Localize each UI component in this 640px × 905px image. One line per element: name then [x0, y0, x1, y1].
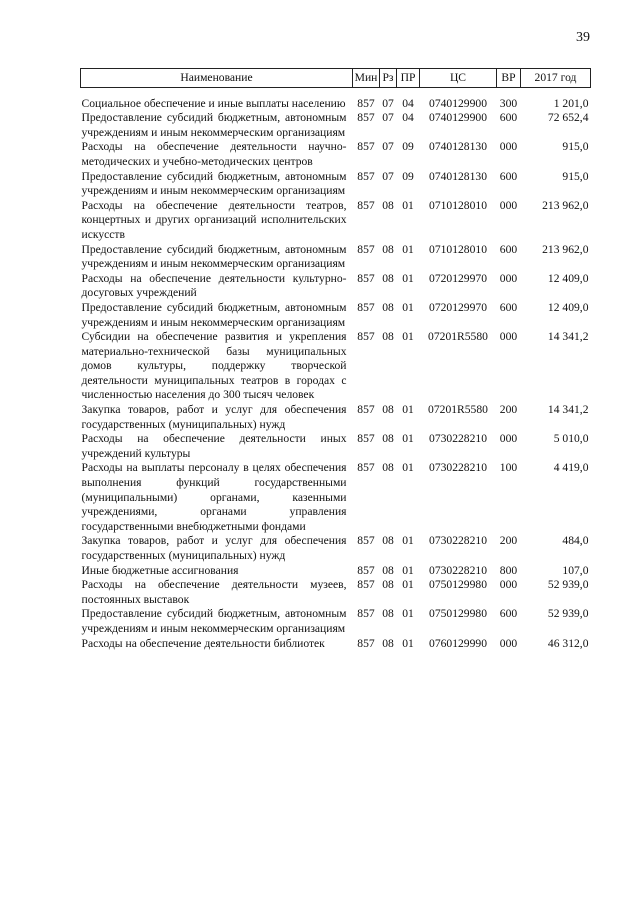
- row-name: Расходы на обеспечение деятельности библиотек: [81, 636, 325, 650]
- row-pr: 04: [402, 96, 414, 110]
- row-min: 857: [357, 330, 375, 344]
- row-rz: 08: [382, 271, 394, 285]
- table-row: [81, 534, 591, 563]
- row-name: Закупка товаров, работ и услуг для обеспечения государственных (муниципальных) нужд: [81, 534, 347, 562]
- row-amount: 915,0: [562, 140, 589, 154]
- row-min: 857: [357, 242, 375, 256]
- row-cs: 0740128130: [429, 169, 487, 183]
- table-row: [81, 87, 591, 111]
- table-row: [81, 461, 591, 534]
- table-body: [81, 87, 591, 651]
- table-row: [81, 301, 591, 330]
- row-pr: 09: [402, 169, 414, 183]
- row-amount: 213 962,0: [542, 198, 589, 212]
- row-cs: 0760129990: [429, 636, 487, 650]
- row-amount: 46 312,0: [547, 636, 589, 650]
- row-vr: 000: [499, 140, 518, 154]
- row-pr: 09: [402, 140, 414, 154]
- row-vr: 000: [499, 198, 518, 212]
- row-cs: 0740129900: [429, 111, 487, 125]
- row-cs: 0730228210: [429, 534, 487, 548]
- row-rz: 08: [382, 330, 394, 344]
- table-row: [81, 607, 591, 636]
- row-rz: 08: [382, 300, 394, 314]
- table-row: [81, 243, 591, 272]
- row-rz: 07: [382, 96, 394, 110]
- row-cs: 0750129980: [429, 607, 487, 621]
- row-min: 857: [357, 111, 375, 125]
- table-header-row: [81, 69, 591, 88]
- row-min: 857: [357, 300, 375, 314]
- row-cs: 07201R5580: [428, 330, 488, 344]
- row-pr: 01: [402, 271, 414, 285]
- row-vr: 000: [499, 578, 518, 592]
- row-vr: 000: [499, 271, 518, 285]
- row-vr: 000: [499, 330, 518, 344]
- row-rz: 08: [382, 563, 394, 577]
- row-min: 857: [357, 169, 375, 183]
- row-cs: 0740128130: [429, 140, 487, 154]
- row-name: Предоставление субсидий бюджетным, автономным учреждениям и иным некоммерческим организациям: [81, 169, 347, 198]
- row-amount: 484,0: [562, 534, 589, 548]
- row-amount: 52 939,0: [547, 607, 589, 621]
- table-row: [81, 111, 591, 140]
- row-pr: 01: [402, 563, 414, 577]
- row-vr: 100: [499, 461, 518, 475]
- row-name: Субсидии на обеспечение развития и укрепления материально-технической базы муниципальных домов культуры, поддержку творческой деятельности муниципальных театров в городах с численностью населения до 300 тысяч человек: [81, 330, 347, 402]
- row-min: 857: [357, 140, 375, 154]
- page-number: 39: [576, 30, 590, 45]
- row-amount: 4 419,0: [553, 461, 589, 475]
- row-vr: 600: [499, 300, 518, 314]
- row-rz: 08: [382, 534, 394, 548]
- row-amount: 5 010,0: [553, 432, 589, 446]
- row-cs: 07201R5580: [428, 403, 488, 417]
- row-cs: 0730228210: [429, 461, 487, 475]
- row-min: 857: [357, 271, 375, 285]
- row-name: Расходы на обеспечение деятельности культурно-досуговых учреждений: [81, 271, 347, 300]
- row-name: Расходы на обеспечение деятельности музеев, постоянных выставок: [81, 578, 347, 606]
- row-rz: 07: [382, 111, 394, 125]
- row-min: 857: [357, 432, 375, 446]
- row-min: 857: [357, 563, 375, 577]
- row-rz: 08: [382, 403, 394, 417]
- row-vr: 600: [499, 169, 518, 183]
- row-amount: 1 201,0: [553, 96, 589, 110]
- table-row: [81, 432, 591, 461]
- row-rz: 07: [382, 169, 394, 183]
- row-min: 857: [357, 636, 375, 650]
- row-vr: 000: [499, 636, 518, 650]
- table-row: [81, 403, 591, 432]
- header-cs: ЦС: [420, 69, 497, 88]
- row-amount: 12 409,0: [547, 271, 589, 285]
- row-cs: 0710128010: [429, 198, 487, 212]
- table-row: [81, 330, 591, 403]
- row-amount: 213 962,0: [542, 242, 589, 256]
- row-vr: 200: [499, 534, 518, 548]
- row-rz: 08: [382, 578, 394, 592]
- row-amount: 915,0: [562, 169, 589, 183]
- table-row: [81, 170, 591, 199]
- table-row: [81, 272, 591, 301]
- row-min: 857: [357, 578, 375, 592]
- row-pr: 01: [402, 242, 414, 256]
- row-name: Расходы на обеспечение деятельности научно-методических и учебно-методических центров: [81, 140, 347, 168]
- row-rz: 08: [382, 636, 394, 650]
- row-cs: 0720129970: [429, 271, 487, 285]
- row-amount: 52 939,0: [547, 578, 589, 592]
- row-name: Социальное обеспечение и иные выплаты населению: [81, 96, 346, 110]
- row-cs: 0750129980: [429, 578, 487, 592]
- row-min: 857: [357, 534, 375, 548]
- row-vr: 800: [499, 563, 518, 577]
- row-min: 857: [357, 461, 375, 475]
- row-name: Расходы на выплаты персоналу в целях обеспечения выполнения функций государственными (муниципальными) органами, казенными учреждениями, органами управления государственными внебюджетными фондами: [81, 461, 347, 533]
- row-name: Предоставление субсидий бюджетным, автономным учреждениям и иным некоммерческим организациям: [81, 607, 347, 635]
- row-cs: 0730228210: [429, 432, 487, 446]
- budget-table: [80, 68, 591, 651]
- row-rz: 08: [382, 461, 394, 475]
- row-pr: 01: [402, 432, 414, 446]
- row-vr: 200: [499, 403, 518, 417]
- row-rz: 08: [382, 242, 394, 256]
- table-row: [81, 199, 591, 243]
- row-name: Иные бюджетные ассигнования: [81, 563, 239, 577]
- row-min: 857: [357, 403, 375, 417]
- row-vr: 000: [499, 432, 518, 446]
- row-pr: 01: [402, 636, 414, 650]
- row-name: Предоставление субсидий бюджетным, автономным учреждениям и иным некоммерческим организациям: [81, 111, 347, 139]
- row-min: 857: [357, 607, 375, 621]
- header-name: Наименование: [81, 69, 353, 88]
- row-name: Расходы на обеспечение деятельности театров, концертных и других организаций исполнительских искусств: [81, 198, 347, 241]
- row-name: Предоставление субсидий бюджетным, автономным учреждениям и иным некоммерческим организациям: [81, 300, 347, 329]
- row-pr: 01: [402, 198, 414, 212]
- header-rz: Рз: [380, 69, 397, 88]
- row-name: Закупка товаров, работ и услуг для обеспечения государственных (муниципальных) нужд: [81, 403, 347, 431]
- row-vr: 300: [499, 96, 518, 110]
- row-pr: 01: [402, 578, 414, 592]
- row-cs: 0730228210: [429, 563, 487, 577]
- row-vr: 600: [499, 111, 518, 125]
- row-min: 857: [357, 96, 375, 110]
- table-row: [81, 637, 591, 652]
- table-row: [81, 140, 591, 169]
- row-pr: 01: [402, 403, 414, 417]
- row-pr: 01: [402, 534, 414, 548]
- row-pr: 01: [402, 300, 414, 314]
- row-name: Предоставление субсидий бюджетным, автономным учреждениям и иным некоммерческим организациям: [81, 242, 347, 271]
- row-vr: 600: [499, 242, 518, 256]
- row-rz: 08: [382, 198, 394, 212]
- row-name: Расходы на обеспечение деятельности иных учреждений культуры: [81, 432, 347, 460]
- row-amount: 12 409,0: [547, 300, 589, 314]
- row-cs: 0720129970: [429, 300, 487, 314]
- row-rz: 08: [382, 432, 394, 446]
- row-rz: 07: [382, 140, 394, 154]
- row-amount: 14 341,2: [547, 330, 589, 344]
- row-rz: 08: [382, 607, 394, 621]
- row-pr: 04: [402, 111, 414, 125]
- row-vr: 600: [499, 607, 518, 621]
- row-amount: 107,0: [562, 563, 589, 577]
- header-pr: ПР: [397, 69, 420, 88]
- header-year: 2017 год: [521, 69, 591, 88]
- row-min: 857: [357, 198, 375, 212]
- header-vr: ВР: [497, 69, 521, 88]
- table-row: [81, 564, 591, 579]
- row-amount: 14 341,2: [547, 403, 589, 417]
- row-amount: 72 652,4: [547, 111, 589, 125]
- table-row: [81, 578, 591, 607]
- row-pr: 01: [402, 330, 414, 344]
- row-pr: 01: [402, 607, 414, 621]
- row-cs: 0740129900: [429, 96, 487, 110]
- row-cs: 0710128010: [429, 242, 487, 256]
- header-min: Мин: [353, 69, 380, 88]
- row-pr: 01: [402, 461, 414, 475]
